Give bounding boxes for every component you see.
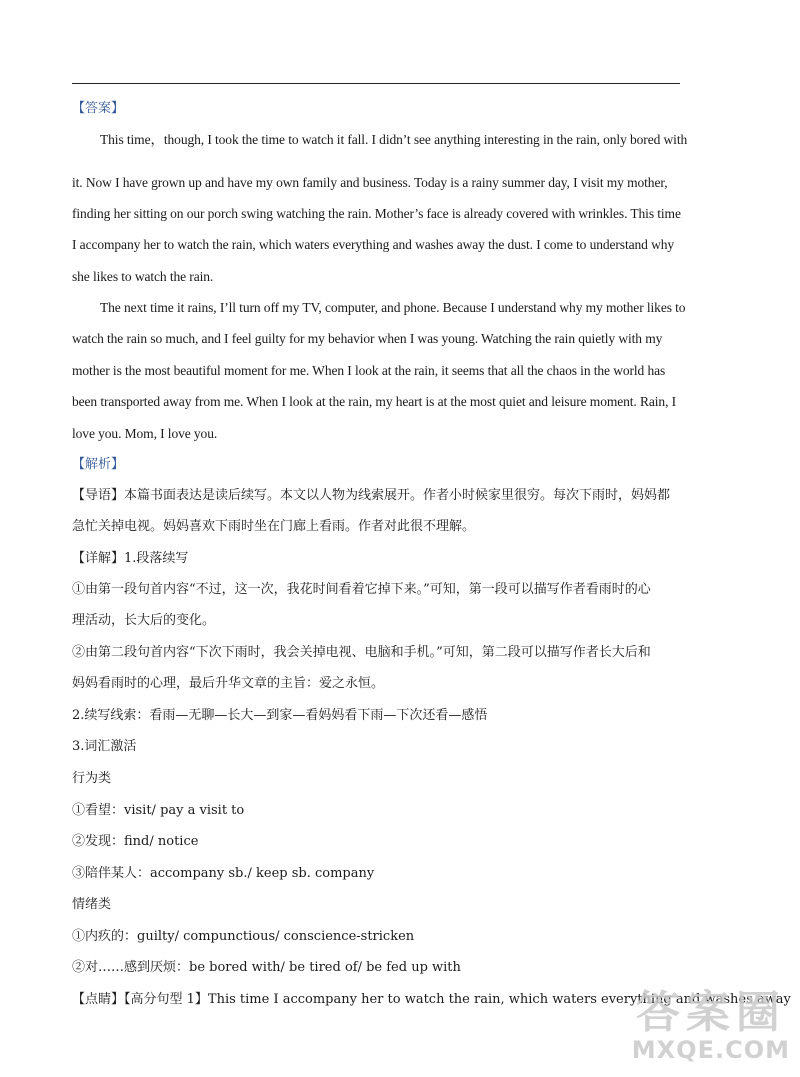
watermark-url: MXQE.COM: [631, 1036, 790, 1064]
answer-heading: 【答案】: [72, 101, 125, 116]
answer-p2-line-5: love you. Mom, I love you.: [72, 426, 218, 441]
emotion-item-guilty: ①内疚的：guilty/ compunctious/ conscience-stricken: [72, 929, 415, 944]
behavior-item-find: ②发现：find/ notice: [72, 834, 199, 849]
answer-p1-line-3: finding her sitting on our porch swing watching the rain. Mother’s face is already covered with wrinkles. This time: [72, 206, 681, 221]
answer-p1-line-5: she likes to watch the rain.: [72, 269, 214, 284]
behavior-item-visit: ①看望：visit/ pay a visit to: [72, 803, 245, 818]
answer-p1-line-1: This time，though, I took the time to watch it fall. I didn’t see anything interesting in the rain, only bored with: [100, 132, 688, 147]
analysis-heading: 【解析】: [72, 457, 125, 472]
emotion-title: 情绪类: [72, 897, 112, 912]
vocab-title: 3.词汇激活: [72, 739, 137, 754]
answer-p2-line-3: mother is the most beautiful moment for me. When I look at the rain, it seems that all the chaos in the world has: [72, 363, 666, 378]
answer-p1-line-4: I accompany her to watch the rain, which waters everything and washes away the dust. I come to understand why: [72, 237, 675, 252]
top-rule: [72, 83, 680, 84]
answer-p2-line-2: watch the rain so much, and I feel guilty for my behavior when I was young. Watching the rain quietly with my: [72, 331, 663, 346]
highlight-line: 【点睛】【高分句型 1】This time I accompany her to watch the rain, which waters everything and washes away: [72, 992, 791, 1007]
detail-title: 【详解】1.段落续写: [72, 551, 189, 566]
point1-line-1: ①由第一段句首内容“不过，这一次，我花时间看着它掉下来。”可知，第一段可以描写作者看雨时的心: [72, 582, 651, 597]
point2-line-1: ②由第二段句首内容“下次下雨时，我会关掉电视、电脑和手机。”可知，第二段可以描写作者长大后和: [72, 645, 651, 660]
guide-line-1: 【导语】本篇书面表达是读后续写。本文以人物为线索展开。作者小时候家里很穷。每次下雨时，妈妈都: [72, 488, 671, 503]
answer-p2-line-1: The next time it rains, I’ll turn off my TV, computer, and phone. Because I understand why my mother likes to: [100, 300, 686, 315]
emotion-item-bored: ②对……感到厌烦：be bored with/ be tired of/ be fed up with: [72, 960, 461, 975]
watermark-logo: [632, 989, 790, 1063]
behavior-title: 行为类: [72, 771, 112, 786]
point1-line-2: 理活动，长大后的变化。: [72, 613, 216, 628]
answer-p2-line-4: been transported away from me. When I look at the rain, my heart is at the most quiet and leisure moment. Rain, I: [72, 394, 677, 409]
point2-line-2: 妈妈看雨时的心理，最后升华文章的主旨：爱之永恒。: [72, 676, 385, 691]
watermark-logo-text: 答案圈: [635, 987, 786, 1038]
behavior-item-accompany: ③陪伴某人：accompany sb./ keep sb. company: [72, 866, 375, 881]
answer-p1-line-2: it. Now I have grown up and have my own family and business. Today is a rainy summer day, I visit my mother,: [72, 175, 668, 190]
guide-line-2: 急忙关掉电视。妈妈喜欢下雨时坐在门廊上看雨。作者对此很不理解。: [72, 519, 476, 534]
clue-line: 2.续写线索：看雨—无聊—长大—到家—看妈妈看下雨—下次还看—感悟: [72, 708, 488, 723]
